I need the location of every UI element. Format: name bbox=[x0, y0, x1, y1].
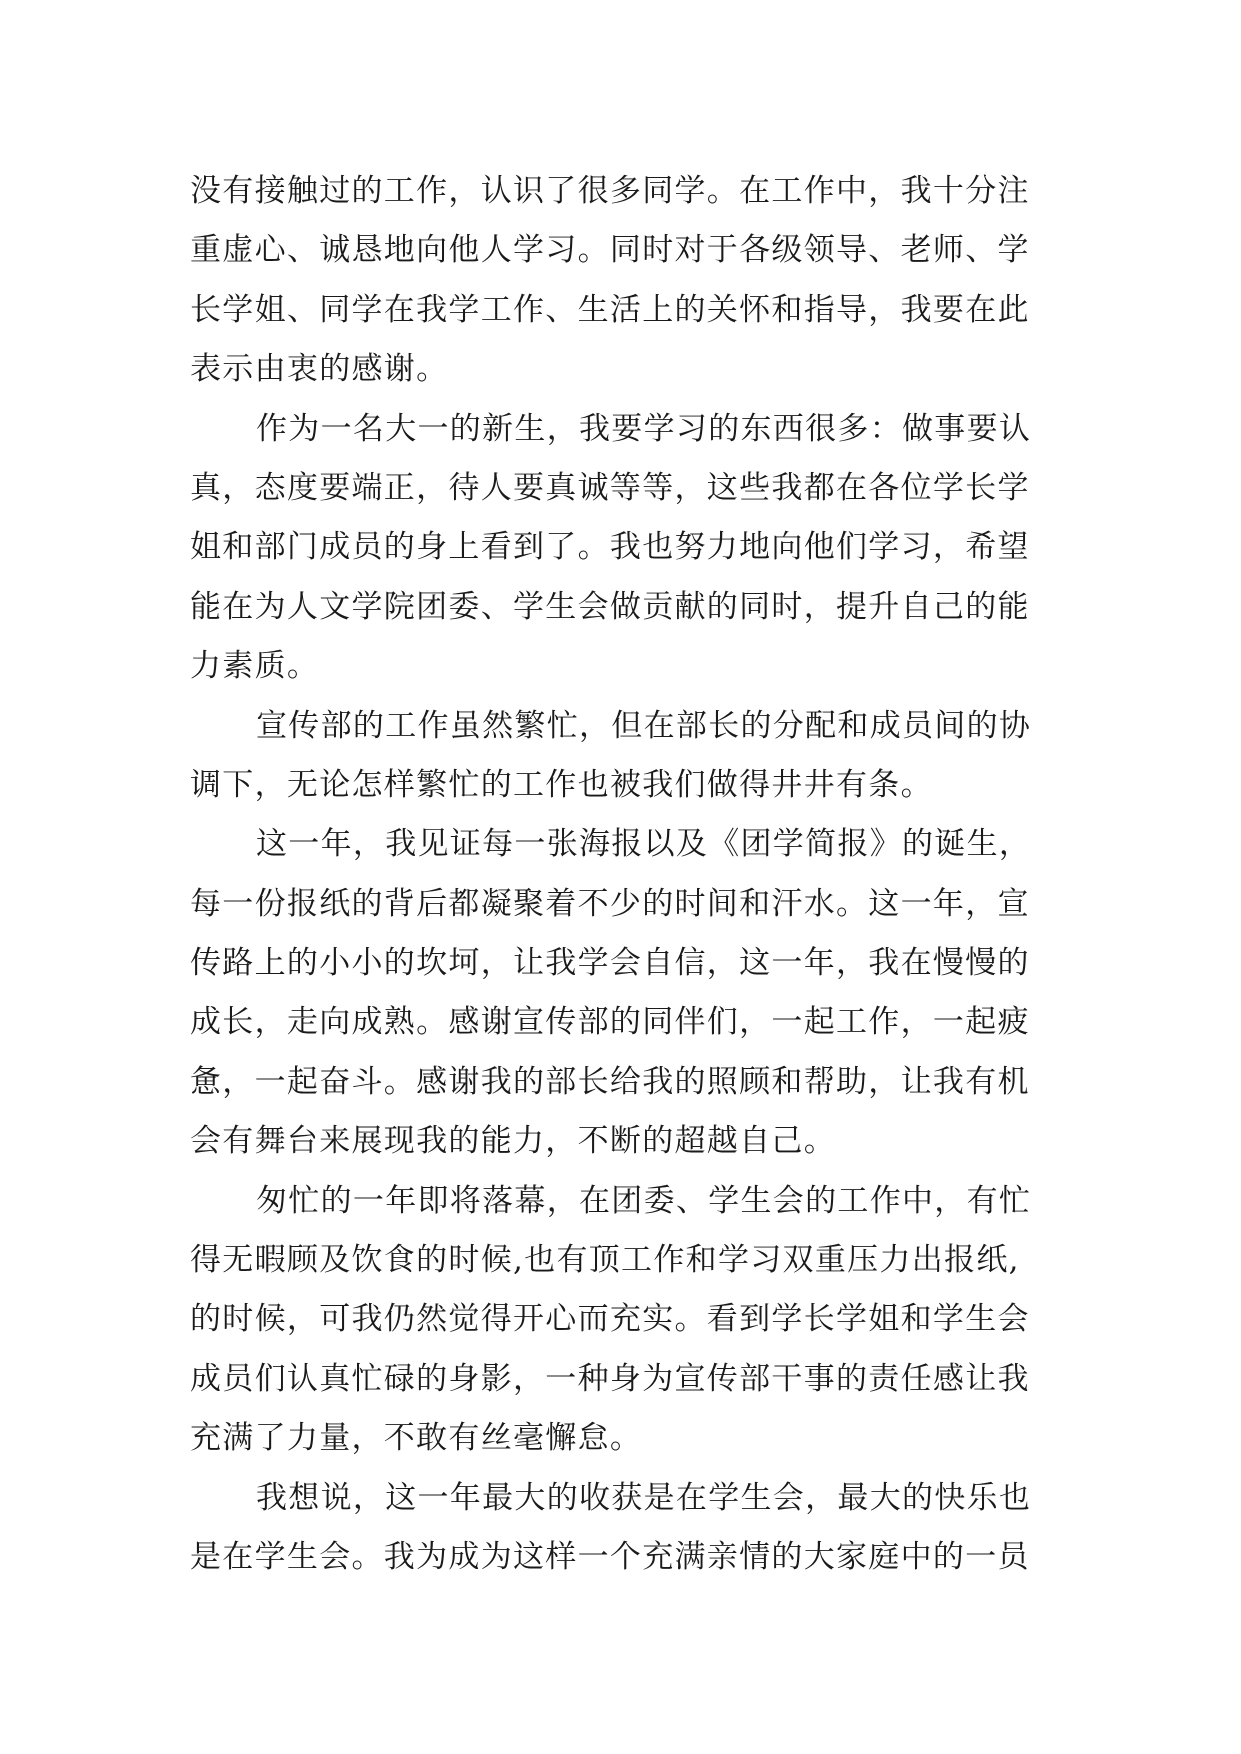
text-line: 这一年，我见证每一张海报以及《团学简报》的诞生， bbox=[256, 826, 1032, 863]
text-line: 姐和部门成员的身上看到了。我也努力地向他们学习，希望 bbox=[190, 529, 1030, 566]
text-line: 得无暇顾及饮食的时候,也有顶工作和学习双重压力出报纸, bbox=[190, 1242, 1020, 1279]
paragraph bbox=[190, 815, 1060, 1171]
text-line: 成员们认真忙碌的身影，一种身为宣传部干事的责任感让我 bbox=[190, 1360, 1030, 1397]
text-line: 成长，走向成熟。感谢宣传部的同伴们，一起工作，一起疲 bbox=[190, 1004, 1030, 1041]
text-line: 力素质。 bbox=[190, 648, 320, 685]
document-body bbox=[190, 162, 1060, 1587]
text-line: 传路上的小小的坎坷，让我学会自信，这一年，我在慢慢的 bbox=[190, 945, 1030, 982]
text-line: 重虚心、诚恳地向他人学习。同时对于各级领导、老师、学 bbox=[190, 232, 1030, 269]
text-line: 长学姐、同学在我学工作、生活上的关怀和指导，我要在此 bbox=[190, 291, 1030, 328]
paragraph bbox=[190, 162, 1060, 400]
text-line: 我想说，这一年最大的收获是在学生会，最大的快乐也 bbox=[256, 1479, 1032, 1516]
paragraph bbox=[190, 1172, 1060, 1469]
text-line: 充满了力量，不敢有丝毫懈怠。 bbox=[190, 1420, 643, 1457]
text-line: 宣传部的工作虽然繁忙，但在部长的分配和成员间的协 bbox=[256, 707, 1032, 744]
text-line: 作为一名大一的新生，我要学习的东西很多：做事要认 bbox=[256, 410, 1032, 447]
text-line: 会有舞台来展现我的能力，不断的超越自己。 bbox=[190, 1123, 836, 1160]
text-line: 能在为人文学院团委、学生会做贡献的同时，提升自己的能 bbox=[190, 588, 1030, 625]
paragraph bbox=[190, 697, 1060, 816]
paragraph bbox=[190, 400, 1060, 697]
text-line: 表示由衷的感谢。 bbox=[190, 351, 449, 388]
text-line: 惫，一起奋斗。感谢我的部长给我的照顾和帮助，让我有机 bbox=[190, 1063, 1030, 1100]
text-line: 是在学生会。我为成为这样一个充满亲情的大家庭中的一员 bbox=[190, 1538, 1030, 1575]
paragraph bbox=[190, 1469, 1060, 1588]
text-line: 没有接触过的工作，认识了很多同学。在工作中，我十分注 bbox=[190, 173, 1030, 209]
text-line: 的时候，可我仍然觉得开心而充实。看到学长学姐和学生会 bbox=[190, 1301, 1030, 1338]
text-line: 匆忙的一年即将落幕，在团委、学生会的工作中，有忙 bbox=[256, 1182, 1032, 1219]
text-line: 真，态度要端正，待人要真诚等等，这些我都在各位学长学 bbox=[190, 469, 1030, 506]
text-line: 调下，无论怎样繁忙的工作也被我们做得井井有条。 bbox=[190, 766, 933, 803]
text-line: 每一份报纸的背后都凝聚着不少的时间和汗水。这一年，宣 bbox=[190, 885, 1030, 922]
